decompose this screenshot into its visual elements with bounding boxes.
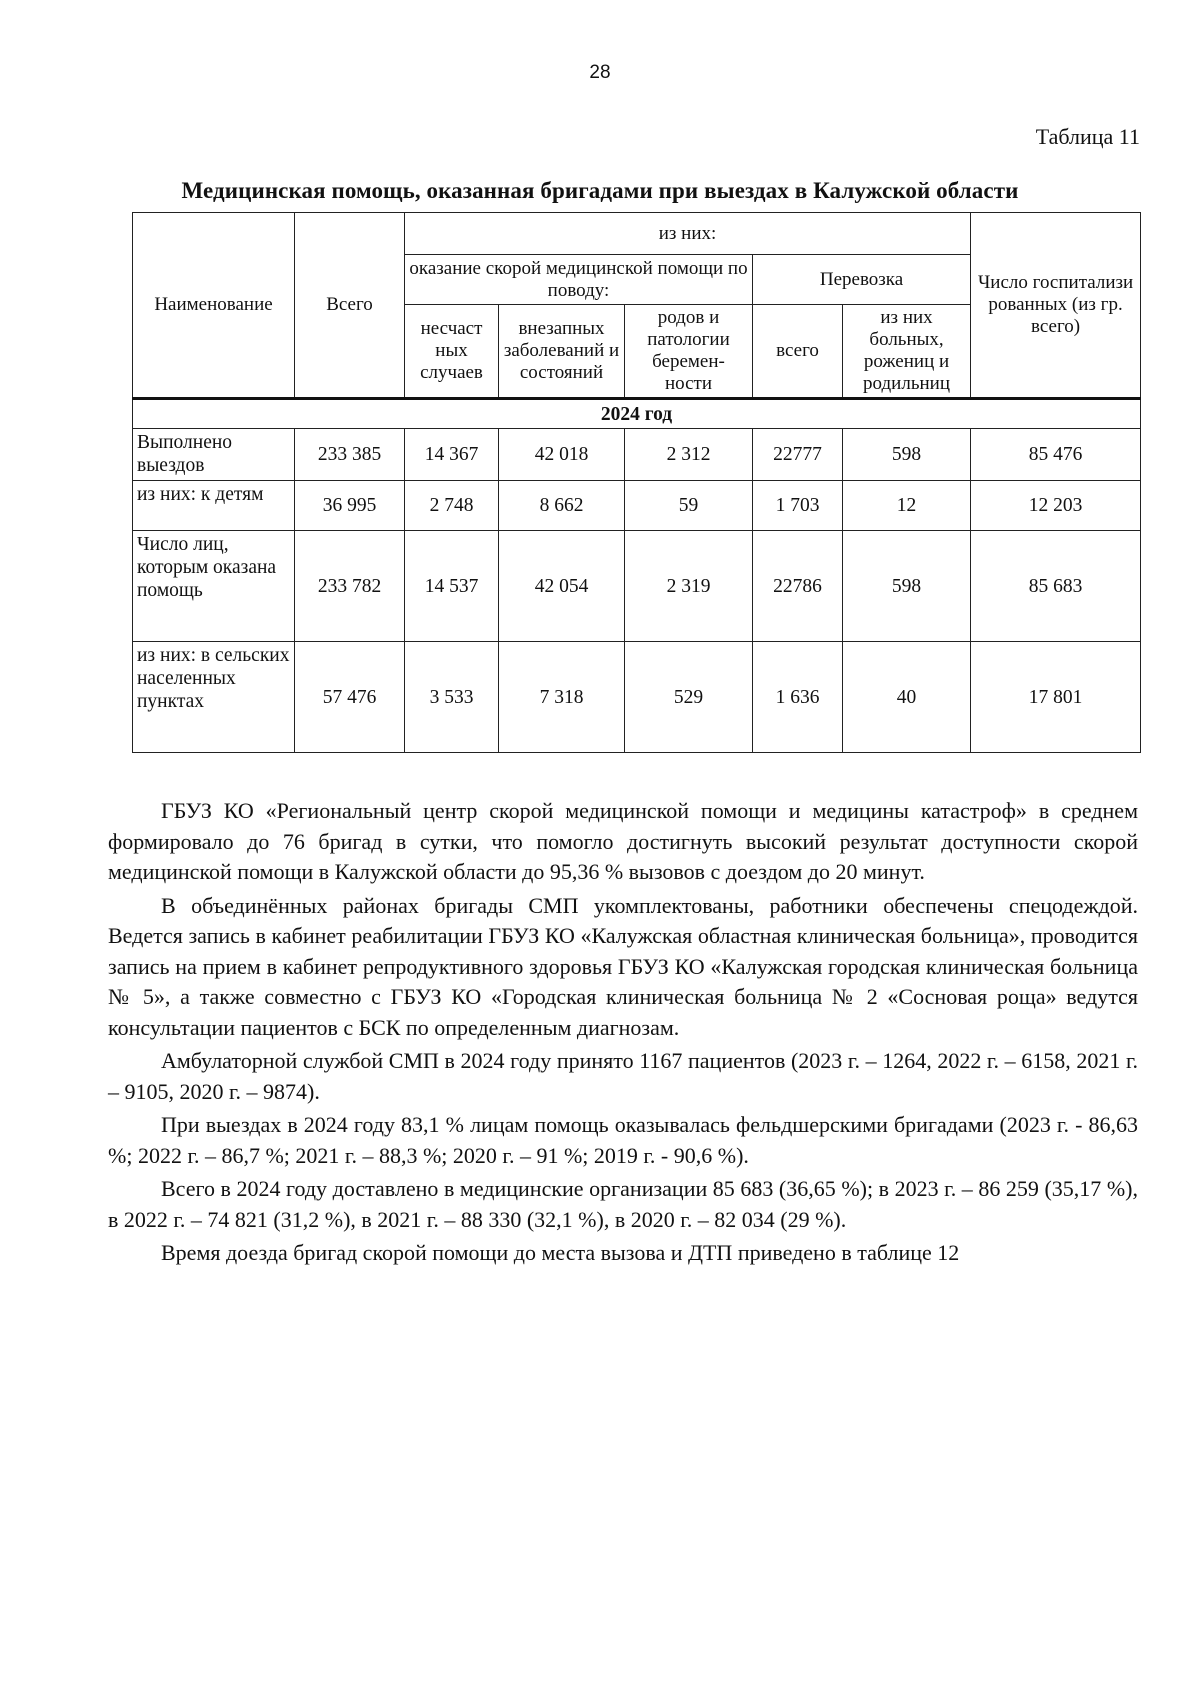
table-cell: 14 367 — [405, 429, 499, 481]
table-cell: 2 319 — [625, 531, 753, 642]
row-name: Число лиц, которым оказана помощь — [133, 531, 295, 642]
table-cell: 598 — [843, 429, 971, 481]
header-emergency-group: оказание скорой медицинской помощи по поводу: — [405, 255, 753, 305]
table-cell: 2 748 — [405, 481, 499, 531]
paragraph: При выездах в 2024 году 83,1 % лицам помощь оказывалась фельдшерскими бригадами (2023 г. - 86,63 %; 2022 г. – 86,7 %; 2021 г. – 88,3 %; 2020 г. – 91 %; 2019 г. - 90,6 %). — [108, 1112, 1138, 1168]
table-cell: 85 476 — [971, 429, 1141, 481]
table-cell: 8 662 — [499, 481, 625, 531]
table-cell: 598 — [843, 531, 971, 642]
table-cell: 22777 — [753, 429, 843, 481]
table-label: Таблица 11 — [1035, 124, 1140, 149]
table-row — [133, 481, 1141, 531]
table-cell: 36 995 — [295, 481, 405, 531]
table-cell: 40 — [843, 642, 971, 753]
table-row — [133, 642, 1141, 753]
table-row — [133, 429, 1141, 481]
row-name: из них: к детям — [133, 481, 295, 531]
table-cell: 2 312 — [625, 429, 753, 481]
header-total: Всего — [295, 213, 405, 399]
header-accidents: несчаст ных случаев — [405, 305, 499, 399]
table-cell: 57 476 — [295, 642, 405, 753]
paragraph: В объединённых районах бригады СМП укомплектованы, работники обеспечены спецодеждой. Ведется запись в кабинет реабилитации ГБУЗ КО «Калужская областная клиническая больница», проводится запись на прием в кабинет репродуктивного здоровья ГБУЗ КО «Калужская городская клиническая больница № 5», а также совместно с ГБУЗ КО «Городская клиническая больница № 2 «Сосновая роща» ведутся консультации пациентов с БСК по определенным диагнозам. — [108, 892, 1138, 1040]
table-cell: 3 533 — [405, 642, 499, 753]
data-table — [132, 212, 1141, 753]
row-name: из них: в сельских населенных пунктах — [133, 642, 295, 753]
paragraph: Время доезда бригад скорой помощи до места вызова и ДТП приведено в таблице 12 — [161, 1240, 960, 1265]
table-cell: 22786 — [753, 531, 843, 642]
header-transport-patients: из них больных, рожениц и родильниц — [843, 305, 971, 399]
table-cell: 12 203 — [971, 481, 1141, 531]
header-childbirth: родов и патологии беремен- ности — [625, 305, 753, 399]
body-text — [108, 796, 1138, 1272]
header-hospitalized: Число госпитализи рованных (из гр. всего) — [971, 213, 1141, 399]
paragraph: ГБУЗ КО «Региональный центр скорой медицинской помощи и медицины катастроф» в среднем формировало до 76 бригад в сутки, что помогло достигнуть высокий результат доступности скорой медицинской помощи в Калужской области до 95,36 % вызовов с доездом до 20 минут. — [108, 798, 1138, 884]
table-title: Медицинская помощь, оказанная бригадами при выездах в Калужской области — [181, 178, 1019, 203]
table-cell: 17 801 — [971, 642, 1141, 753]
paragraph: Амбулаторной службой СМП в 2024 году принято 1167 пациентов (2023 г. – 1264, 2022 г. – 6158, 2021 г. – 9105, 2020 г. – 9874). — [108, 1048, 1138, 1104]
header-transport-group: Перевозка — [753, 255, 971, 305]
table-cell: 42 018 — [499, 429, 625, 481]
header-of-them: из них: — [405, 213, 971, 255]
page-number: 28 — [589, 62, 611, 83]
table-cell: 1 703 — [753, 481, 843, 531]
paragraph: Всего в 2024 году доставлено в медицинские организации 85 683 (36,65 %); в 2023 г. – 86 259 (35,17 %), в 2022 г. – 74 821 (31,2 %), в 2021 г. – 88 330 (32,1 %), в 2020 г. – 82 034 (29 %). — [108, 1176, 1138, 1232]
table-cell: 14 537 — [405, 531, 499, 642]
table-cell: 85 683 — [971, 531, 1141, 642]
header-sudden: внезапных заболеваний и состояний — [499, 305, 625, 399]
table-cell: 7 318 — [499, 642, 625, 753]
header-transport-total: всего — [753, 305, 843, 399]
row-name: Выполнено выездов — [133, 429, 295, 481]
table-cell: 12 — [843, 481, 971, 531]
table-row — [133, 531, 1141, 642]
table-cell: 42 054 — [499, 531, 625, 642]
table-cell: 529 — [625, 642, 753, 753]
table-cell: 233 782 — [295, 531, 405, 642]
table-cell: 1 636 — [753, 642, 843, 753]
table-cell: 59 — [625, 481, 753, 531]
header-name: Наименование — [133, 213, 295, 399]
table-cell: 233 385 — [295, 429, 405, 481]
year-row: 2024 год — [133, 399, 1141, 429]
